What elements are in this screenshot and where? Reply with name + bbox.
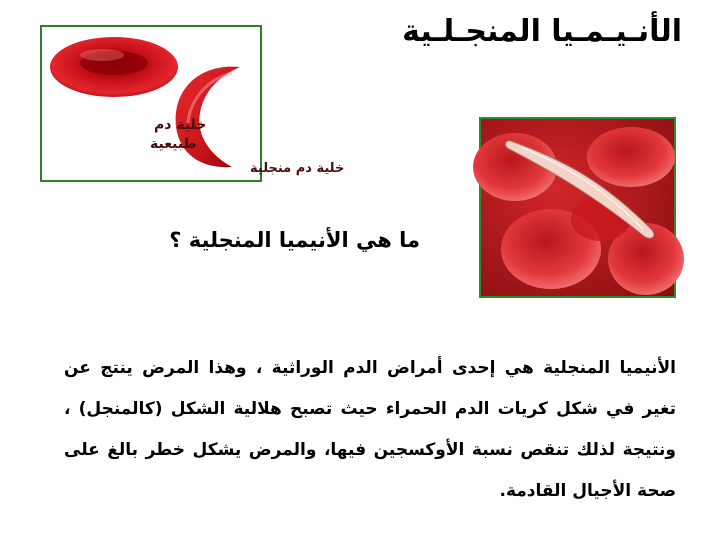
micrograph-image	[481, 119, 674, 296]
body-paragraph: الأنيميا المنجلية هي إحدى أمراض الدم الوراثية ، وهذا المرض ينتج عن تغير في شكل كريات الدم الحمراء حيث تصبح هلالية الشكل (كالمنجل) ، ونتيجة لذلك تنقص نسبة الأوكسجين فيها، والمرض يشكل خطر بالغ على صحة الأجيال القادمة.	[64, 358, 676, 501]
normal-cell-label-line1: خلية دم	[154, 117, 207, 133]
normal-cell-label-line2: طبيعية	[150, 136, 197, 152]
sickle-cell-label: خلية دم منجلية	[250, 161, 345, 176]
question-heading: ما هي الأنيميا المنجلية ؟	[169, 228, 420, 252]
slide-title: الأنـيـمـيا المنجـلـية	[402, 14, 682, 49]
sickle-cell-micrograph	[479, 117, 676, 298]
cells-illustration	[42, 27, 345, 180]
normal-vs-sickle-cells-figure	[40, 25, 345, 182]
